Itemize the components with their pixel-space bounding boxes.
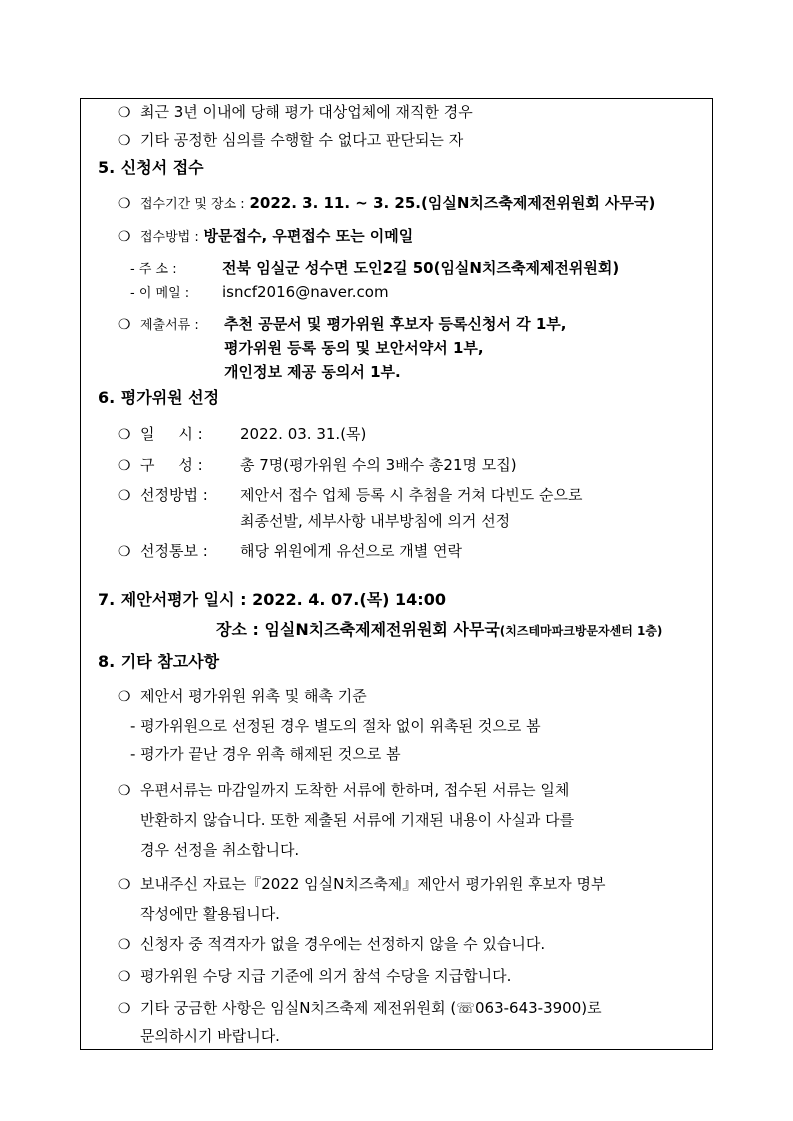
bullet-circle-icon: ❍	[118, 133, 131, 149]
bullet-circle-icon: ❍	[118, 969, 131, 985]
section-5-title: 5. 신청서 접수	[98, 158, 204, 177]
bullet-circle-icon: ❍	[118, 229, 131, 245]
s8-bullet-5: ❍ 평가위원 수당 지급 기준에 의거 참석 수당을 지급합니다.	[118, 967, 512, 985]
s6-notice-label: 선정통보 :	[140, 542, 208, 560]
bullet-circle-icon: ❍	[118, 689, 131, 705]
s7-place-sub: (치즈테마파크방문자센터 1층)	[499, 624, 663, 638]
s5-method-value: 방문접수, 우편접수 또는 이메일	[203, 227, 414, 245]
s6-date	[118, 424, 366, 445]
bullet-circle-icon: ❍	[118, 877, 131, 893]
s5-address	[130, 258, 619, 280]
s5-docs-line-2: 평가위원 등록 동의 및 보안서약서 1부,	[224, 339, 484, 357]
s6-date-label: 일 시 :	[140, 425, 203, 443]
s6-composition	[118, 455, 517, 476]
s8-bullet-3-line-2: 작성에만 활용됩니다.	[140, 905, 280, 923]
s8-bullet-2-line-2: 반환하지 않습니다. 또한 제출된 서류에 기재된 내용이 사실과 다를	[140, 811, 575, 829]
s5-email	[130, 282, 389, 304]
s6-comp-label: 구 성 :	[140, 456, 203, 474]
s6-method-line-2: 최종선발, 세부사항 내부방침에 의거 선정	[240, 512, 511, 530]
s5-email-value: isncf2016@naver.com	[222, 283, 389, 301]
s5-email-label: - 이 메일 :	[130, 286, 190, 301]
bullet-circle-icon: ❍	[118, 458, 131, 474]
s6-notice	[118, 541, 462, 562]
section-7-title: 7. 제안서평가 일시 : 2022. 4. 07.(목) 14:00	[98, 590, 446, 609]
s5-docs	[118, 314, 567, 336]
s5-docs-label: 제출서류 :	[140, 318, 199, 333]
s6-comp-value: 총 7명(평가위원 수의 3배수 총21명 모집)	[240, 456, 517, 474]
s8-bullet-6: ❍ 기타 궁금한 사항은 임실N치즈축제 제전위원회 (☏063-643-3900)로	[118, 999, 602, 1017]
bullet-circle-icon: ❍	[118, 783, 131, 799]
s8-bullet-3: ❍ 보내주신 자료는『2022 임실N치즈축제』제안서 평가위원 후보자 명부	[118, 875, 606, 893]
s6-date-value: 2022. 03. 31.(목)	[240, 425, 367, 443]
s5-period-value: 2022. 3. 11. ~ 3. 25.(임실N치즈축제제전위원회 사무국)	[249, 194, 656, 212]
s8-bullet-6-line-2: 문의하시기 바랍니다.	[140, 1027, 280, 1045]
intro-bullet-1: ❍ 최근 3년 이내에 당해 평가 대상업체에 재직한 경우	[118, 103, 473, 121]
s6-method-label: 선정방법 :	[140, 486, 208, 504]
s5-period-label: 접수기간 및 장소 :	[140, 197, 245, 212]
s8-bullet-1: ❍ 제안서 평가위원 위촉 및 해촉 기준	[118, 687, 367, 705]
bullet-circle-icon: ❍	[118, 937, 131, 953]
s8-bullet-2-line-3: 경우 선정을 취소합니다.	[140, 841, 300, 859]
bullet-circle-icon: ❍	[118, 488, 131, 504]
section-6-title: 6. 평가위원 선정	[98, 388, 220, 407]
s6-method-line-1: 제안서 접수 업체 등록 시 추첨을 거쳐 다빈도 순으로	[240, 486, 583, 504]
s6-method	[118, 485, 582, 506]
intro-bullet-2: ❍ 기타 공정한 심의를 수행할 수 없다고 판단되는 자	[118, 131, 464, 149]
bullet-circle-icon: ❍	[118, 427, 131, 443]
bullet-circle-icon: ❍	[118, 544, 131, 560]
s5-period	[118, 193, 655, 215]
s7-place-main: 장소 : 임실N치즈축제제전위원회 사무국	[216, 620, 500, 639]
bullet-circle-icon: ❍	[118, 105, 131, 121]
s8-bullet-1-sub-1: - 평가위원으로 선정된 경우 별도의 절차 없이 위촉된 것으로 봄	[130, 717, 541, 735]
s7-place	[216, 620, 662, 641]
s5-method-label: 접수방법 :	[140, 230, 199, 245]
s8-bullet-4: ❍ 신청자 중 적격자가 없을 경우에는 선정하지 않을 수 있습니다.	[118, 935, 546, 953]
s5-method	[118, 226, 413, 248]
s5-address-value: 전북 임실군 성수면 도인2길 50(임실N치즈축제제전위원회)	[222, 259, 620, 277]
s8-bullet-2: ❍ 우편서류는 마감일까지 도착한 서류에 한하며, 접수된 서류는 일체	[118, 781, 570, 799]
bullet-circle-icon: ❍	[118, 317, 131, 333]
s5-docs-line-3: 개인정보 제공 동의서 1부.	[224, 363, 401, 381]
s5-docs-line-1: 추천 공문서 및 평가위원 후보자 등록신청서 각 1부,	[224, 315, 567, 333]
s6-notice-value: 해당 위원에게 유선으로 개별 연락	[240, 542, 462, 560]
section-8-title: 8. 기타 참고사항	[98, 652, 220, 671]
s5-address-label: - 주 소 :	[130, 262, 177, 277]
s8-bullet-1-sub-2: - 평가가 끝난 경우 위촉 해제된 것으로 봄	[130, 745, 401, 763]
bullet-circle-icon: ❍	[118, 1001, 131, 1017]
bullet-circle-icon: ❍	[118, 196, 131, 212]
